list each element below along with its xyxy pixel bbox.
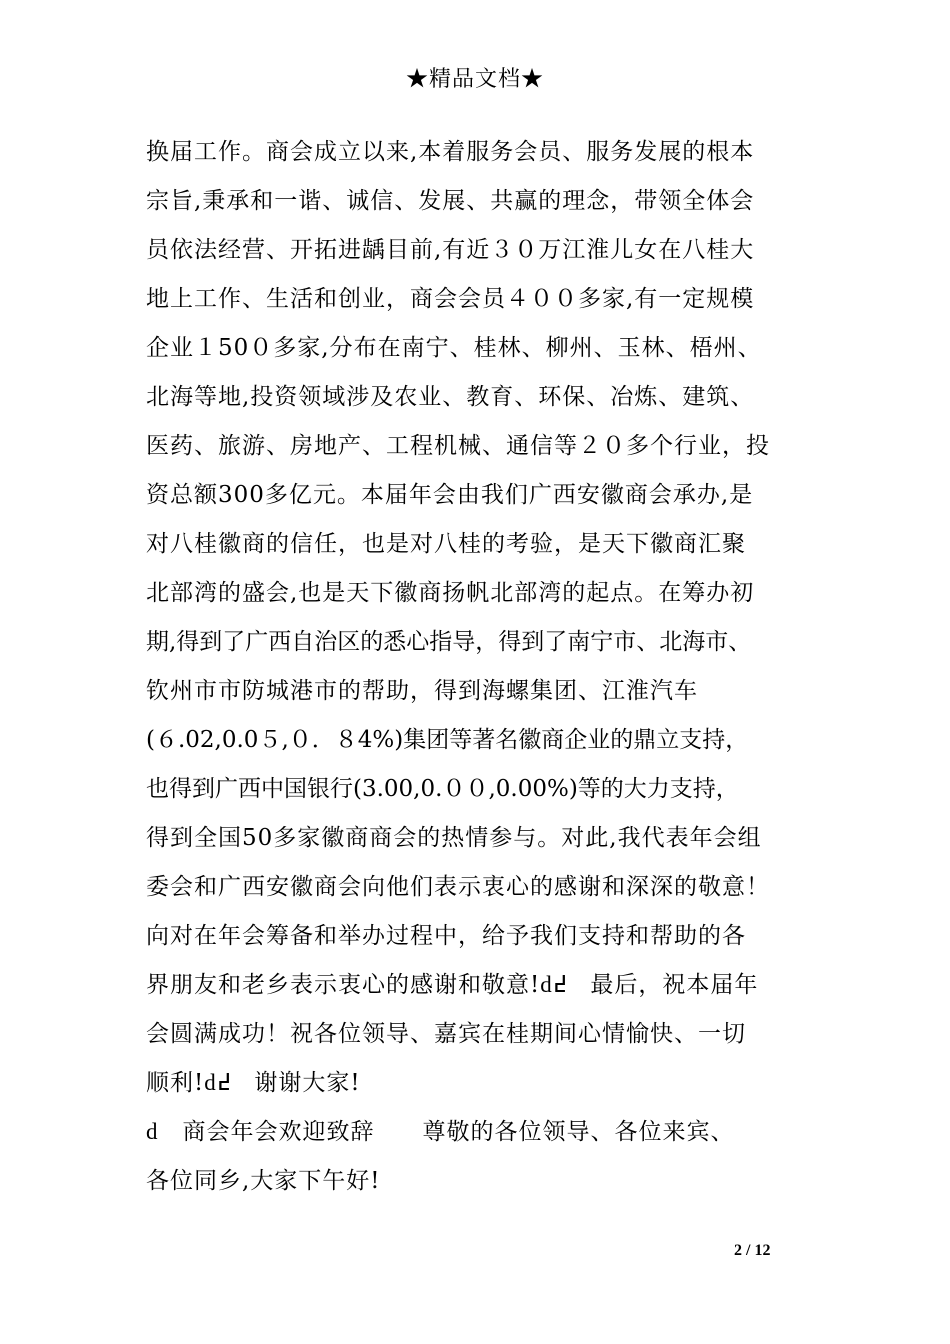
body-text xyxy=(146,128,836,1206)
text-line: 对八桂徽商的信任，也是对八桂的考验，是天下徽商汇聚 xyxy=(146,531,746,557)
text-line: 北部湾的盛会,也是天下徽商扬帆北部湾的起点。在筹办初 xyxy=(146,580,755,606)
text-line: 换届工作。商会成立以来,本着服务会员、服务发展的根本 xyxy=(146,139,755,165)
text-line: 地上工作、生活和创业，商会会员４００多家,有一定规模 xyxy=(146,286,755,312)
text-line: 医药、旅游、房地产、工程机械、通信等２０多个行业，投 xyxy=(146,433,770,459)
page-number: 2 / 12 xyxy=(734,1242,771,1259)
text-line: 向对在年会筹备和举办过程中，给予我们支持和帮助的各 xyxy=(146,923,746,949)
text-line: 也得到广西中国银行(3.00,0.００,0.00%)等的大力支持， xyxy=(146,776,739,802)
text-line: ԁ 商会年会欢迎致辞 尊敬的各位领导、各位来宾、 xyxy=(146,1119,735,1145)
text-line: 钦州市市防城港市的帮助，得到海螺集团、江淮汽车 xyxy=(146,678,698,704)
text-line: 会圆满成功！祝各位领导、嘉宾在桂期间心情愉快、一切 xyxy=(146,1021,746,1047)
text-line: 得到全国50多家徽商商会的热情参与。对此,我代表年会组 xyxy=(146,825,762,851)
text-line: 资总额300多亿元。本届年会由我们广西安徽商会承办,是 xyxy=(146,482,754,508)
text-line: 界朋友和老乡表示衷心的感谢和敬意!ԁ߄ 最后，祝本届年 xyxy=(146,972,759,998)
text-line: 北海等地,投资领域涉及农业、教育、环保、冶炼、建筑、 xyxy=(146,384,755,410)
text-line: 各位同乡,大家下午好! xyxy=(146,1168,381,1194)
text-line: 期,得到了广西自治区的悉心指导，得到了南宁市、北海市、 xyxy=(146,629,752,655)
text-line: 委会和广西安徽商会向他们表示衷心的感谢和深深的敬意！ xyxy=(146,874,770,900)
page-header-title: ★精品文档★ xyxy=(405,67,544,92)
text-line: 顺利!ԁ߄ 谢谢大家! xyxy=(146,1070,361,1096)
text-line: 宗旨,秉承和一谐、诚信、发展、共赢的理念，带领全体会 xyxy=(146,188,755,214)
text-line: 企业１50０多家,分布在南宁、桂林、柳州、玉林、梧州、 xyxy=(146,335,762,361)
text-line: 员依法经营、开拓进龋目前,有近３０万江淮儿女在八桂大 xyxy=(146,237,755,263)
text-line: (６.02,0.0５,０．８4%)集团等著名徽商企业的鼎立支持， xyxy=(146,727,749,753)
